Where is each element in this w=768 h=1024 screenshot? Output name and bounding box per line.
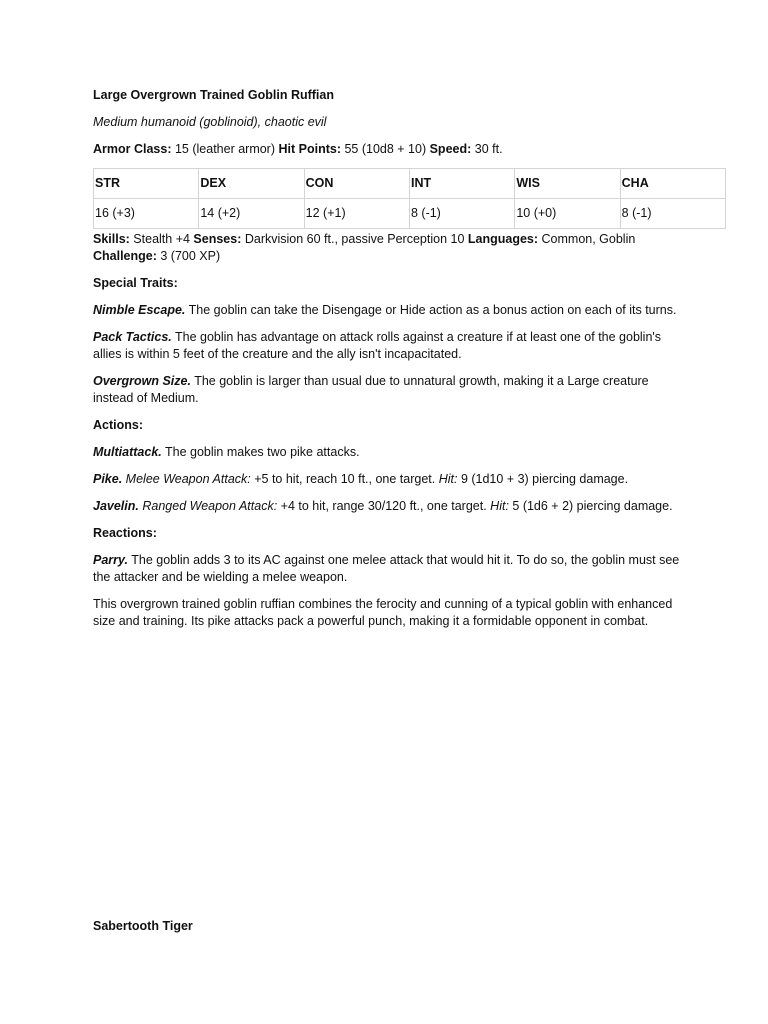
- speed-label: Speed:: [429, 142, 472, 156]
- special-traits-heading: Special Traits:: [93, 276, 178, 290]
- attack-text: +5 to hit, reach 10 ft., one target.: [250, 472, 439, 486]
- senses-value: Darkvision 60 ft., passive Perception 10: [241, 232, 468, 246]
- hit-text: 9 (1d10 + 3) piercing damage.: [457, 472, 629, 486]
- trait-paragraph: [93, 302, 683, 319]
- challenge-label: Challenge:: [93, 249, 157, 263]
- skills-value: Stealth +4: [129, 232, 194, 246]
- ability-value-cell: 8 (-1): [620, 199, 725, 229]
- attack-text: +4 to hit, range 30/120 ft., one target.: [277, 499, 491, 513]
- trait-text: The goblin can take the Disengage or Hide action as a bonus action on each of its turns.: [185, 303, 677, 317]
- hit-points-value: 55 (10d8 + 10): [340, 142, 430, 156]
- hit-label: Hit:: [438, 472, 458, 486]
- trait-name: Overgrown Size.: [93, 374, 191, 388]
- languages-value: Common, Goblin: [538, 232, 636, 246]
- speed-value: 30 ft.: [471, 142, 503, 156]
- trait-paragraph: [93, 373, 683, 407]
- languages-label: Languages:: [467, 232, 539, 246]
- senses-label: Senses:: [193, 232, 242, 246]
- ability-value-cell: 16 (+3): [94, 199, 199, 229]
- monster-name: Large Overgrown Trained Goblin Ruffian: [93, 88, 334, 102]
- hit-label: Hit:: [490, 499, 509, 513]
- challenge-value: 3 (700 XP): [156, 249, 221, 263]
- trait-text: The goblin has advantage on attack rolls against a creature if at least one of the goblin's allies is within 5 feet of the creature and the ally isn't incapacitated.: [93, 330, 662, 361]
- ability-header-cell: STR: [94, 169, 199, 199]
- trait-text: The goblin is larger than usual due to unnatural growth, making it a Large creature instead of Medium.: [93, 374, 649, 405]
- ability-header-cell: CON: [304, 169, 409, 199]
- action-name: Pike.: [93, 472, 123, 486]
- hit-text: 5 (1d6 + 2) piercing damage.: [508, 499, 673, 513]
- attack-type: Melee Weapon Attack:: [125, 472, 251, 486]
- action-name: Javelin.: [93, 499, 139, 513]
- skills-label: Skills:: [93, 232, 130, 246]
- actions-heading: Actions:: [93, 418, 143, 432]
- action-name: Multiattack.: [93, 445, 162, 459]
- trait-paragraph: [93, 329, 683, 363]
- ability-header-row: [94, 169, 726, 199]
- ability-value-cell: 14 (+2): [199, 199, 304, 229]
- ability-value-cell: 12 (+1): [304, 199, 409, 229]
- next-entry-title: Sabertooth Tiger: [93, 919, 193, 933]
- action-multiattack: [93, 444, 683, 461]
- ability-header-cell: INT: [409, 169, 514, 199]
- hit-points-label: Hit Points:: [278, 142, 341, 156]
- reaction-parry: [93, 552, 683, 586]
- action-javelin: [93, 498, 683, 515]
- armor-class-label: Armor Class:: [93, 142, 172, 156]
- trait-name: Pack Tactics.: [93, 330, 172, 344]
- reaction-name: Parry.: [93, 553, 128, 567]
- monster-description: This overgrown trained goblin ruffian combines the ferocity and cunning of a typical goblin with enhanced size and training. Its pike attacks pack a powerful punch, making it a formidable opponent in combat.: [93, 597, 673, 628]
- reactions-heading: Reactions:: [93, 526, 157, 540]
- armor-class-value: 15 (leather armor): [171, 142, 279, 156]
- ability-value-row: [94, 199, 726, 229]
- reaction-text: The goblin adds 3 to its AC against one melee attack that would hit it. To do so, the goblin must see the attacker and be wielding a melee weapon.: [93, 553, 680, 584]
- action-pike: [93, 471, 683, 488]
- attack-type: Ranged Weapon Attack:: [142, 499, 278, 513]
- ability-scores-table: [93, 168, 726, 229]
- action-text: The goblin makes two pike attacks.: [161, 445, 360, 459]
- ability-header-cell: WIS: [515, 169, 620, 199]
- ability-value-cell: 8 (-1): [409, 199, 514, 229]
- ability-header-cell: DEX: [199, 169, 304, 199]
- core-stats-line: [93, 141, 683, 158]
- monster-type-line: Medium humanoid (goblinoid), chaotic evil: [93, 115, 327, 129]
- ability-header-cell: CHA: [620, 169, 725, 199]
- skills-senses-paragraph: [93, 231, 683, 265]
- document-page: [93, 87, 683, 640]
- trait-name: Nimble Escape.: [93, 303, 186, 317]
- ability-value-cell: 10 (+0): [515, 199, 620, 229]
